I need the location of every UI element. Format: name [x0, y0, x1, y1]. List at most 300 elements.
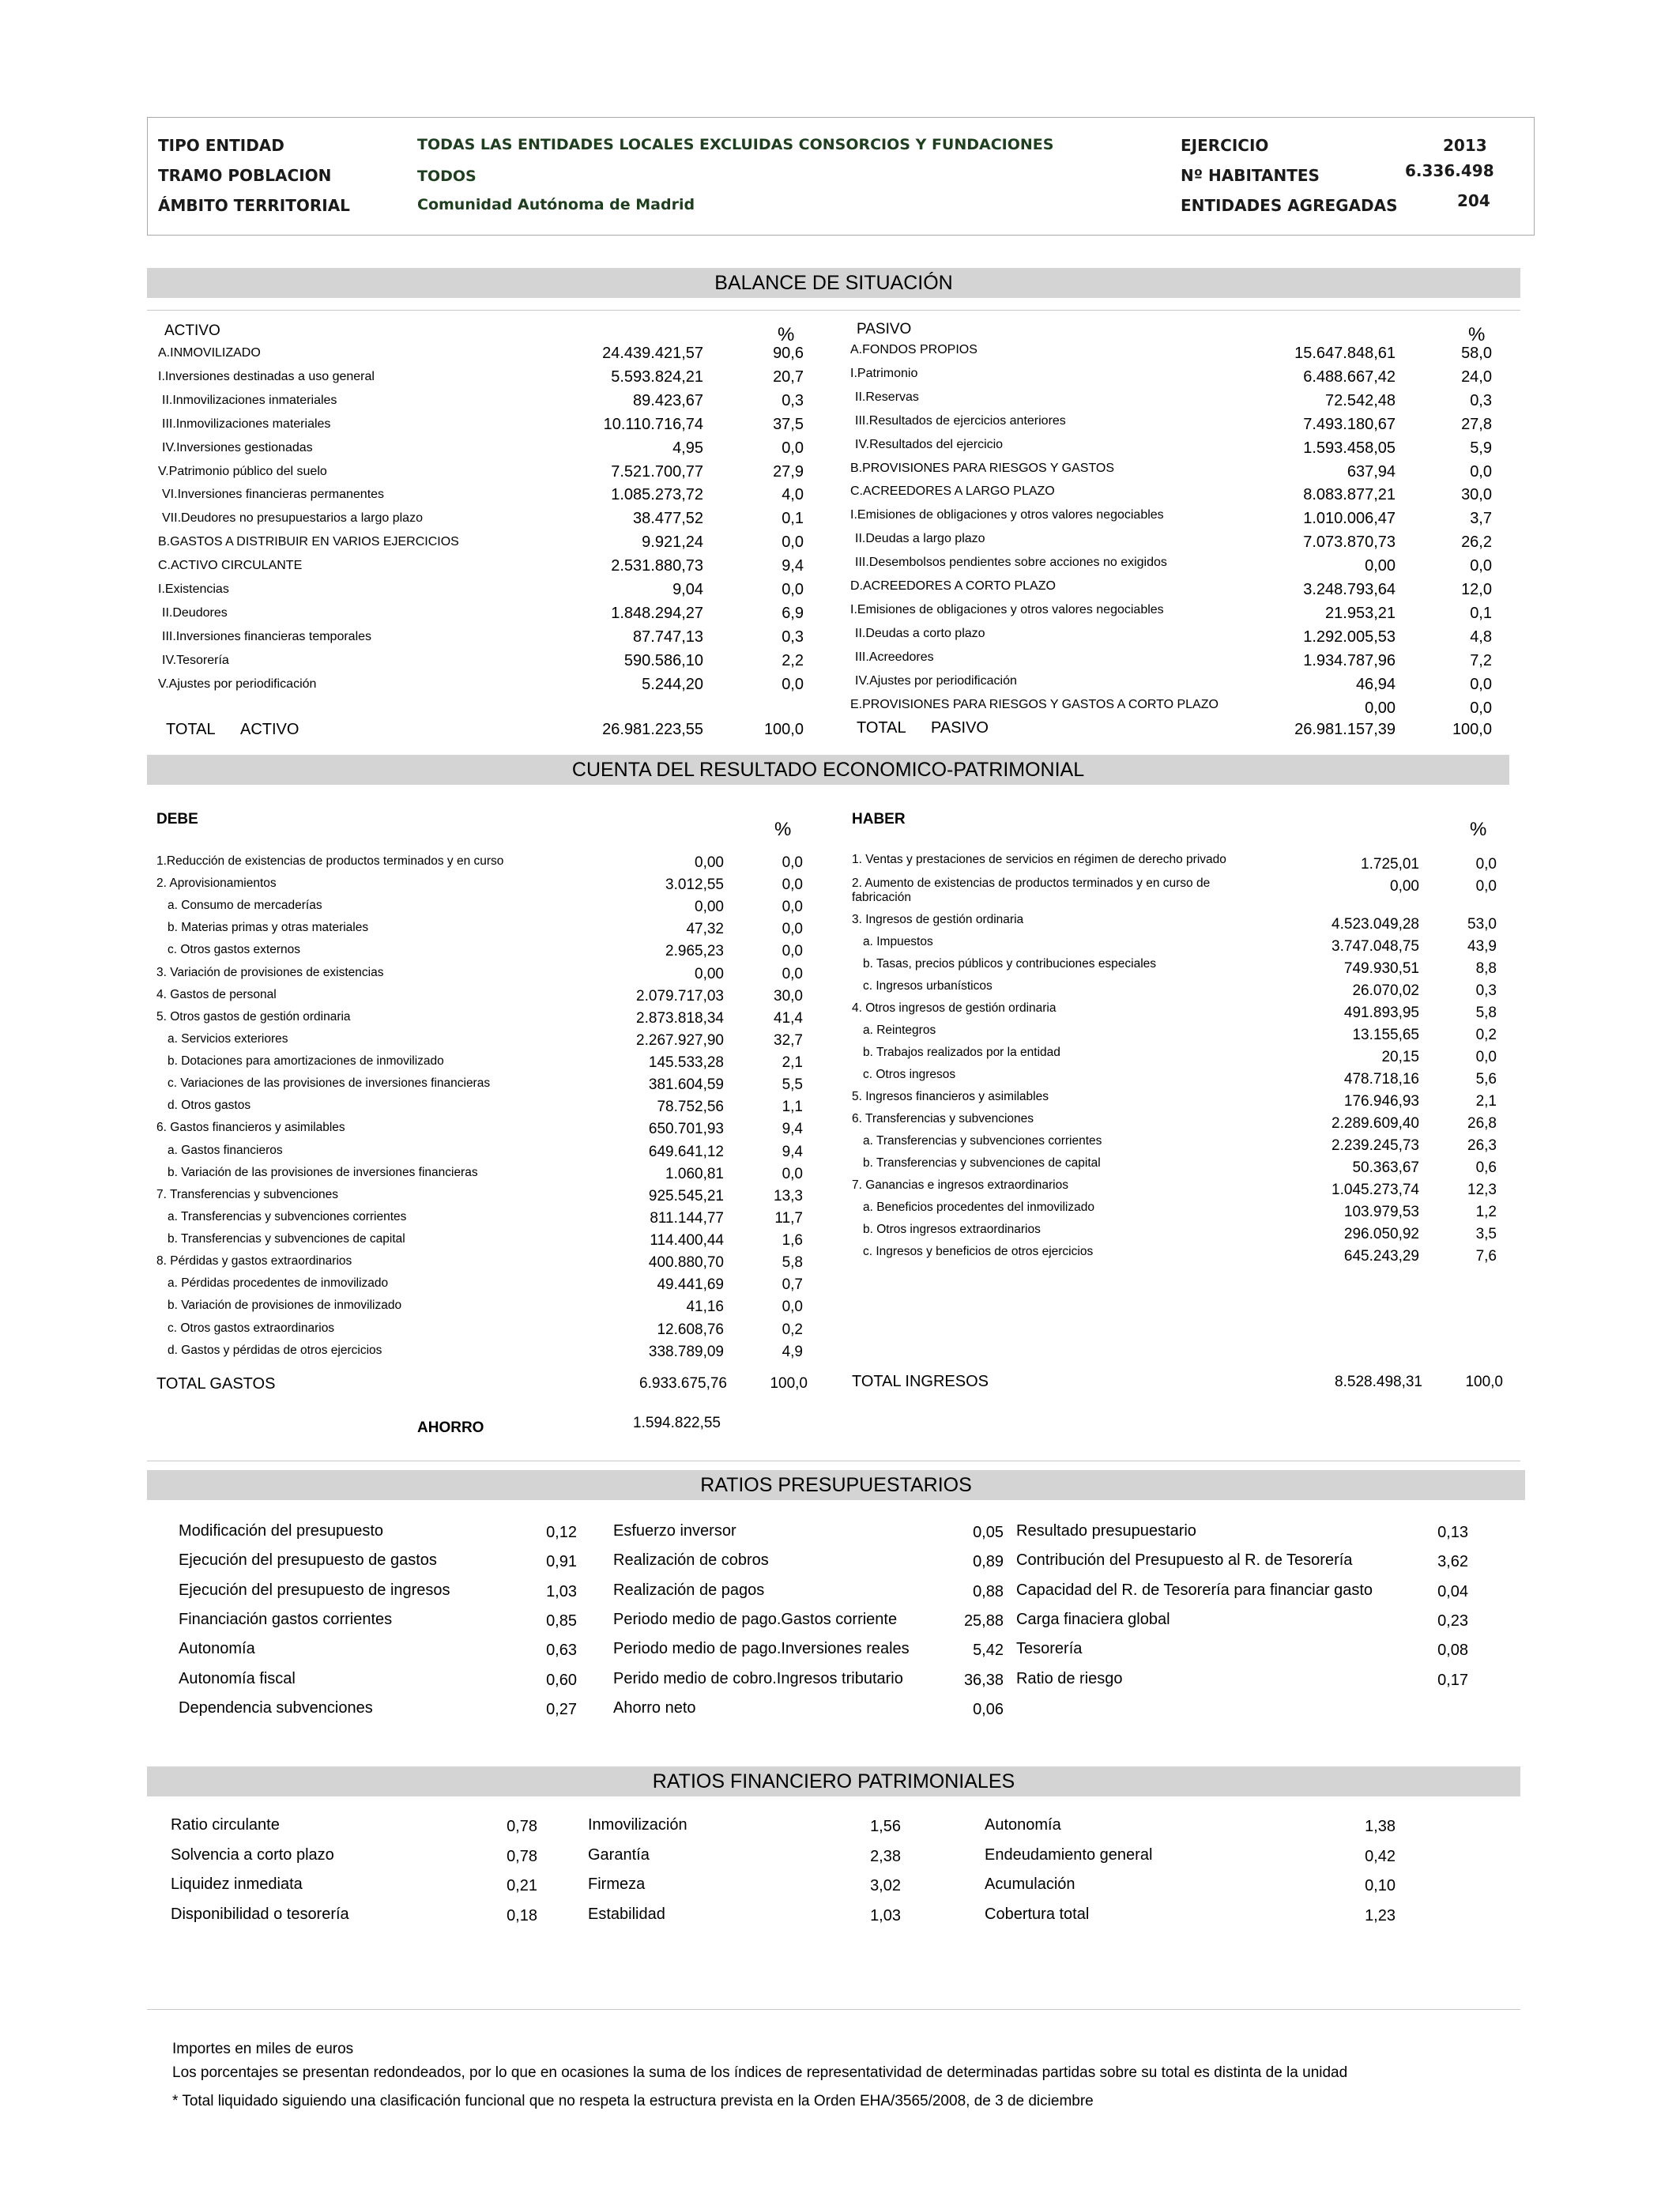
activo-row-pct: 0,3 — [782, 628, 804, 646]
pasivo-row-pct: 0,0 — [1470, 699, 1492, 717]
activo-row-label: A.INMOVILIZADO — [158, 346, 261, 360]
activo-row-label: III.Inversiones financieras temporales — [162, 629, 372, 643]
debe-row-label: 4. Gastos de personal — [156, 987, 277, 1001]
total-pasivo-value: 26.981.157,39 — [1294, 721, 1396, 738]
pasivo-row-value: 1.010.006,47 — [1303, 510, 1396, 528]
tramo-poblacion-label: TRAMO POBLACION — [158, 166, 332, 185]
debe-row-value: 2.079.717,03 — [636, 987, 724, 1005]
pasivo-row-pct: 0,0 — [1470, 557, 1492, 575]
ratio-financiero-value: 0,18 — [507, 1906, 537, 1924]
haber-row-value: 20,15 — [1381, 1049, 1419, 1065]
pasivo-row-label: II.Deudas a largo plazo — [855, 532, 985, 546]
ratio-presupuestario-value: 0,91 — [546, 1553, 577, 1571]
pasivo-row-label: I.Patrimonio — [850, 366, 918, 380]
debe-row-value: 925.545,21 — [648, 1187, 724, 1204]
debe-row-value: 49.441,69 — [657, 1276, 724, 1294]
debe-row-value: 2.965,23 — [665, 943, 724, 960]
pasivo-row-pct: 0,0 — [1470, 462, 1492, 481]
pasivo-row-label: D.ACREEDORES A CORTO PLAZO — [850, 579, 1056, 593]
haber-row-label: a. Beneficios procedentes del inmovilizado — [863, 1201, 1094, 1214]
ambito-territorial-label: ÁMBITO TERRITORIAL — [158, 196, 350, 215]
haber-row-label: 4. Otros ingresos de gestión ordinaria — [852, 1001, 1057, 1015]
ratio-financiero-value: 0,78 — [507, 1847, 537, 1865]
ratio-presupuestario-label: Periodo medio de pago.Gastos corriente — [613, 1610, 898, 1628]
ratio-financiero-label: Endeudamiento general — [985, 1845, 1153, 1864]
haber-row-pct: 53,0 — [1467, 916, 1497, 933]
debe-row-pct: 41,4 — [774, 1009, 803, 1027]
entidades-agregadas-label: ENTIDADES AGREGADAS — [1181, 196, 1398, 215]
debe-row-label: 6. Gastos financieros y asimilables — [156, 1121, 345, 1135]
activo-row-pct: 0,0 — [782, 533, 804, 552]
debe-row-value: 650.701,93 — [648, 1121, 724, 1138]
activo-row-pct: 27,9 — [773, 462, 804, 481]
haber-row-value: 2.289.609,40 — [1332, 1115, 1419, 1132]
balance-rule — [147, 310, 1520, 311]
activo-row-value: 2.531.880,73 — [611, 557, 703, 575]
debe-row-value: 47,32 — [686, 921, 724, 938]
total-activo-value: 26.981.223,55 — [602, 721, 703, 738]
haber-row-pct: 0,0 — [1475, 856, 1497, 873]
debe-row-label: 2. Aprovisionamientos — [156, 876, 277, 891]
debe-row-value: 381.604,59 — [648, 1076, 724, 1094]
debe-row-label: b. Variación de provisiones de inmovilizado — [168, 1299, 402, 1313]
ratio-presupuestario-label: Realización de cobros — [613, 1551, 769, 1570]
haber-row-label: b. Tasas, precios públicos y contribuciones especiales — [863, 957, 1157, 971]
activo-row-pct: 0,0 — [782, 439, 804, 457]
ratio-presupuestario-value: 1,03 — [546, 1582, 577, 1600]
haber-row-label: 3. Ingresos de gestión ordinaria — [852, 913, 1024, 926]
debe-row-value: 2.267.927,90 — [636, 1031, 724, 1049]
haber-row-pct: 0,0 — [1475, 878, 1497, 895]
footer-rule — [147, 2009, 1520, 2010]
ratio-presupuestario-label: Resultado presupuestario — [1016, 1522, 1196, 1540]
debe-row-value: 3.012,55 — [665, 876, 724, 894]
haber-row-pct: 0,6 — [1475, 1159, 1497, 1176]
haber-row-pct: 26,3 — [1467, 1137, 1497, 1154]
total-gastos-pct: 100,0 — [770, 1375, 808, 1392]
debe-row-label: 3. Variación de provisiones de existencias — [156, 965, 384, 979]
pasivo-row-pct: 26,2 — [1461, 533, 1492, 552]
ratio-presupuestario-value: 3,62 — [1437, 1553, 1468, 1571]
ejercicio-value: 2013 — [1443, 136, 1487, 155]
debe-row-label: 5. Otros gastos de gestión ordinaria — [156, 1009, 351, 1023]
habitantes-value: 6.336.498 — [1405, 161, 1494, 180]
debe-row-label: 1.Reducción de existencias de productos terminados y en curso — [156, 854, 504, 868]
total-gastos-label: TOTAL GASTOS — [156, 1375, 276, 1393]
haber-row-pct: 7,6 — [1475, 1248, 1497, 1265]
debe-row-label: c. Otros gastos extraordinarios — [168, 1321, 335, 1335]
haber-row-label: c. Otros ingresos — [863, 1068, 956, 1081]
ratio-financiero-label: Cobertura total — [985, 1905, 1090, 1923]
ratio-presupuestario-value: 0,13 — [1437, 1524, 1468, 1541]
pasivo-row-value: 7.493.180,67 — [1303, 415, 1396, 433]
habitantes-label: Nº HABITANTES — [1181, 166, 1320, 185]
ratio-financiero-label: Solvencia a corto plazo — [171, 1845, 334, 1864]
activo-row-pct: 90,6 — [773, 345, 804, 362]
haber-row-label: 7. Ganancias e ingresos extraordinarios — [852, 1178, 1068, 1192]
ratio-financiero-label: Firmeza — [588, 1875, 646, 1893]
debe-row-label: b. Materias primas y otras materiales — [168, 921, 369, 935]
debe-row-value: 0,00 — [695, 899, 724, 916]
activo-row-value: 1.085.273,72 — [611, 486, 703, 504]
ratio-presupuestario-value: 0,06 — [973, 1700, 1004, 1718]
haber-row-label-cont: fabricación — [852, 891, 911, 904]
tipo-entidad-label: TIPO ENTIDAD — [158, 136, 284, 155]
pasivo-row-pct: 0,3 — [1470, 391, 1492, 409]
ratio-financiero-label: Estabilidad — [588, 1905, 665, 1923]
pasivo-row-pct: 3,7 — [1470, 510, 1492, 528]
pasivo-row-value: 15.647.848,61 — [1294, 345, 1396, 362]
debe-row-pct: 9,4 — [782, 1143, 803, 1160]
ratio-presupuestario-value: 0,89 — [973, 1553, 1004, 1571]
activo-row-label: IV.Tesorería — [162, 653, 229, 667]
pasivo-row-pct: 5,9 — [1470, 439, 1492, 457]
pasivo-pct-head: % — [1468, 324, 1486, 345]
ratios-financieros-title: RATIOS FINANCIERO PATRIMONIALES — [147, 1766, 1520, 1796]
haber-row-value: 645.243,29 — [1343, 1248, 1419, 1265]
haber-row-pct: 43,9 — [1467, 938, 1497, 955]
ratio-presupuestario-value: 0,04 — [1437, 1582, 1468, 1600]
activo-row-pct: 37,5 — [773, 415, 804, 433]
haber-row-label: 6. Transferencias y subvenciones — [852, 1112, 1034, 1125]
ratio-financiero-label: Ratio circulante — [171, 1816, 280, 1834]
haber-row-pct: 5,6 — [1475, 1071, 1497, 1088]
cuenta-title: CUENTA DEL RESULTADO ECONOMICO-PATRIMONIAL — [147, 755, 1509, 785]
debe-row-pct: 2,1 — [782, 1054, 803, 1072]
ratio-financiero-label: Inmovilización — [588, 1816, 687, 1834]
haber-row-pct: 12,3 — [1467, 1182, 1497, 1198]
ratio-presupuestario-label: Autonomía — [179, 1640, 255, 1658]
debe-row-value: 338.789,09 — [648, 1343, 724, 1360]
debe-row-pct: 0,0 — [782, 854, 803, 871]
debe-pct-head: % — [774, 819, 792, 840]
pasivo-row-pct: 0,1 — [1470, 604, 1492, 622]
haber-row-pct: 3,5 — [1475, 1226, 1497, 1242]
haber-row-label: a. Impuestos — [863, 935, 933, 948]
ratio-financiero-value: 1,23 — [1365, 1906, 1396, 1924]
activo-row-value: 10.110.716,74 — [603, 415, 703, 433]
debe-row-pct: 1,6 — [782, 1232, 803, 1250]
header-box — [147, 117, 1535, 236]
ratio-presupuestario-label: Financiación gastos corrientes — [179, 1610, 393, 1628]
ratio-presupuestario-label: Carga finaciera global — [1016, 1610, 1170, 1628]
pasivo-row-value: 8.083.877,21 — [1303, 486, 1396, 504]
debe-row-pct: 11,7 — [774, 1209, 803, 1227]
ratios-presupuestarios-title: RATIOS PRESUPUESTARIOS — [147, 1470, 1525, 1500]
total-pasivo-label: TOTAL — [857, 719, 906, 737]
debe-row-pct: 5,5 — [782, 1076, 803, 1094]
ratio-presupuestario-label: Realización de pagos — [613, 1581, 765, 1599]
ratio-presupuestario-label: Perido medio de cobro.Ingresos tributario — [613, 1669, 903, 1687]
activo-row-label: B.GASTOS A DISTRIBUIR EN VARIOS EJERCICIOS — [158, 535, 459, 549]
pasivo-row-label: II.Reservas — [855, 390, 919, 404]
activo-head: ACTIVO — [164, 322, 220, 339]
pasivo-row-label: A.FONDOS PROPIOS — [850, 343, 977, 356]
haber-row-value: 1.045.273,74 — [1332, 1182, 1419, 1198]
haber-row-value: 749.930,51 — [1343, 960, 1419, 977]
pasivo-row-label: IV.Ajustes por periodificación — [855, 673, 1017, 688]
pasivo-row-value: 637,94 — [1347, 462, 1396, 481]
pasivo-row-label: I.Emisiones de obligaciones y otros valores negociables — [850, 602, 1164, 616]
pasivo-row-label: III.Desembolsos pendientes sobre acciones no exigidos — [855, 556, 1167, 570]
total-gastos-value: 6.933.675,76 — [639, 1375, 727, 1392]
activo-row-pct: 20,7 — [773, 368, 804, 386]
total-ingresos-pct: 100,0 — [1465, 1374, 1503, 1390]
debe-row-value: 1.060,81 — [665, 1165, 724, 1182]
tipo-entidad-value: TODAS LAS ENTIDADES LOCALES EXCLUIDAS CONSORCIOS Y FUNDACIONES — [417, 136, 1054, 153]
pasivo-row-pct: 0,0 — [1470, 675, 1492, 693]
activo-row-pct: 0,1 — [782, 510, 804, 528]
pasivo-row-pct: 12,0 — [1461, 581, 1492, 598]
pasivo-row-pct: 24,0 — [1461, 368, 1492, 386]
pasivo-head: PASIVO — [857, 321, 912, 337]
activo-row-label: II.Inmovilizaciones inmateriales — [162, 393, 337, 407]
debe-row-pct: 30,0 — [774, 987, 803, 1005]
activo-row-value: 89.423,67 — [633, 391, 703, 409]
pasivo-row-pct: 30,0 — [1461, 486, 1492, 504]
haber-row-label: c. Ingresos y beneficios de otros ejercicios — [863, 1245, 1094, 1258]
debe-row-label: a. Pérdidas procedentes de inmovilizado — [168, 1276, 389, 1291]
activo-row-value: 9.921,24 — [642, 533, 703, 552]
ratio-presupuestario-label: Ejecución del presupuesto de ingresos — [179, 1581, 450, 1599]
haber-row-label: b. Trabajos realizados por la entidad — [863, 1046, 1060, 1059]
pasivo-row-label: II.Deudas a corto plazo — [855, 626, 985, 640]
pasivo-row-pct: 27,8 — [1461, 415, 1492, 433]
debe-row-label: a. Consumo de mercaderías — [168, 899, 322, 913]
ratio-financiero-label: Disponibilidad o tesorería — [171, 1905, 349, 1923]
pasivo-row-pct: 4,8 — [1470, 628, 1492, 646]
haber-row-value: 296.050,92 — [1343, 1226, 1419, 1242]
haber-row-value: 2.239.245,73 — [1332, 1137, 1419, 1154]
ratio-presupuestario-value: 0,08 — [1437, 1642, 1468, 1660]
ratio-presupuestario-label: Capacidad del R. de Tesorería para financiar gasto — [1016, 1581, 1373, 1599]
debe-row-label: d. Gastos y pérdidas de otros ejercicios — [168, 1343, 382, 1357]
debe-row-label: a. Transferencias y subvenciones corrientes — [168, 1209, 407, 1223]
activo-row-label: VII.Deudores no presupuestarios a largo plazo — [162, 511, 423, 526]
ratio-financiero-value: 3,02 — [870, 1877, 901, 1894]
activo-row-label: IV.Inversiones gestionadas — [162, 440, 313, 454]
ratio-presupuestario-label: Dependencia subvenciones — [179, 1698, 373, 1717]
ratio-financiero-value: 0,10 — [1365, 1877, 1396, 1894]
activo-row-pct: 0,3 — [782, 391, 804, 409]
activo-row-label: V.Ajustes por periodificación — [158, 677, 317, 691]
haber-head: HABER — [852, 811, 906, 827]
ratio-presupuestario-label: Contribución del Presupuesto al R. de Tesorería — [1016, 1551, 1353, 1570]
debe-row-pct: 0,0 — [782, 876, 803, 894]
activo-row-pct: 0,0 — [782, 675, 804, 693]
ratio-financiero-label: Acumulación — [985, 1875, 1075, 1893]
haber-row-pct: 8,8 — [1475, 960, 1497, 977]
ratio-financiero-value: 0,78 — [507, 1818, 537, 1835]
pasivo-row-value: 1.292.005,53 — [1303, 628, 1396, 646]
total-ingresos-value: 8.528.498,31 — [1335, 1374, 1422, 1390]
total-activo-label: TOTAL — [166, 721, 216, 738]
debe-row-pct: 0,0 — [782, 921, 803, 938]
pasivo-row-value: 21.953,21 — [1325, 604, 1396, 622]
ratio-presupuestario-value: 5,42 — [973, 1642, 1004, 1660]
ratio-presupuestario-label: Ahorro neto — [613, 1698, 696, 1717]
pasivo-row-value: 3.248.793,64 — [1303, 581, 1396, 598]
pasivo-row-value: 0,00 — [1365, 699, 1396, 717]
ratio-financiero-value: 1,03 — [870, 1906, 901, 1924]
haber-row-label: 1. Ventas y prestaciones de servicios en régimen de derecho privado — [852, 853, 1226, 866]
haber-row-value: 103.979,53 — [1343, 1204, 1419, 1220]
ratio-financiero-value: 0,21 — [507, 1877, 537, 1894]
ratio-presupuestario-value: 0,05 — [973, 1524, 1004, 1541]
total-pasivo-pct: 100,0 — [1452, 721, 1492, 738]
debe-row-label: 8. Pérdidas y gastos extraordinarios — [156, 1254, 352, 1269]
debe-row-pct: 5,8 — [782, 1254, 803, 1272]
activo-row-value: 7.521.700,77 — [611, 462, 703, 481]
debe-row-pct: 1,1 — [782, 1099, 803, 1116]
haber-row-value: 13.155,65 — [1352, 1027, 1419, 1043]
ratio-financiero-value: 1,56 — [870, 1818, 901, 1835]
debe-row-pct: 4,9 — [782, 1343, 803, 1360]
debe-row-value: 78.752,56 — [657, 1099, 724, 1116]
debe-row-label: b. Dotaciones para amortizaciones de inmovilizado — [168, 1054, 444, 1069]
pasivo-row-value: 1.934.787,96 — [1303, 651, 1396, 669]
haber-row-pct: 26,8 — [1467, 1115, 1497, 1132]
haber-row-pct: 5,8 — [1475, 1005, 1497, 1021]
ratio-presupuestario-value: 25,88 — [963, 1612, 1004, 1630]
ratio-presupuestario-value: 0,12 — [546, 1524, 577, 1541]
activo-row-label: V.Patrimonio público del suelo — [158, 464, 327, 478]
pasivo-row-label: C.ACREEDORES A LARGO PLAZO — [850, 484, 1055, 499]
activo-row-value: 5.244,20 — [642, 675, 703, 693]
footer-note-units: Importes en miles de euros — [172, 2041, 354, 2057]
haber-row-label: 5. Ingresos financieros y asimilables — [852, 1090, 1049, 1103]
activo-row-value: 9,04 — [672, 581, 703, 598]
activo-row-pct: 2,2 — [782, 651, 804, 669]
ejercicio-label: EJERCICIO — [1181, 136, 1269, 155]
activo-row-label: C.ACTIVO CIRCULANTE — [158, 559, 303, 573]
debe-row-label: b. Variación de las provisiones de inversiones financieras — [168, 1165, 478, 1179]
ratio-presupuestario-label: Ejecución del presupuesto de gastos — [179, 1551, 437, 1570]
haber-row-value: 50.363,67 — [1352, 1159, 1419, 1176]
activo-row-value: 5.593.824,21 — [611, 368, 703, 386]
ratio-presupuestario-value: 0,27 — [546, 1700, 577, 1718]
haber-row-pct: 0,3 — [1475, 982, 1497, 999]
haber-row-label: a. Transferencias y subvenciones corrientes — [863, 1134, 1102, 1148]
activo-row-value: 24.439.421,57 — [602, 345, 703, 362]
ratio-presupuestario-value: 0,60 — [546, 1671, 577, 1689]
ratio-presupuestario-label: Tesorería — [1016, 1640, 1083, 1658]
activo-row-value: 4,95 — [672, 439, 703, 457]
ratio-presupuestario-value: 36,38 — [963, 1671, 1004, 1689]
ratio-presupuestario-label: Modificación del presupuesto — [179, 1522, 384, 1540]
pasivo-row-label: I.Emisiones de obligaciones y otros valores negociables — [850, 508, 1164, 522]
debe-row-label: c. Variaciones de las provisiones de inversiones financieras — [168, 1076, 491, 1091]
haber-row-value: 491.893,95 — [1343, 1005, 1419, 1021]
ratio-presupuestario-label: Autonomía fiscal — [179, 1669, 296, 1687]
debe-row-pct: 0,0 — [782, 943, 803, 960]
haber-row-value: 1.725,01 — [1361, 856, 1419, 873]
debe-row-value: 114.400,44 — [650, 1232, 724, 1250]
debe-row-value: 145.533,28 — [648, 1054, 724, 1072]
activo-row-pct: 6,9 — [782, 604, 804, 622]
ambito-territorial-value: Comunidad Autónoma de Madrid — [417, 196, 695, 213]
debe-row-value: 41,16 — [686, 1299, 724, 1316]
haber-row-label: a. Reintegros — [863, 1023, 936, 1037]
debe-row-value: 2.873.818,34 — [636, 1009, 724, 1027]
ratio-presupuestario-value: 0,17 — [1437, 1671, 1468, 1689]
haber-pct-head: % — [1470, 819, 1487, 840]
ratio-presupuestario-value: 0,23 — [1437, 1612, 1468, 1630]
debe-row-value: 400.880,70 — [648, 1254, 724, 1272]
debe-row-label: 7. Transferencias y subvenciones — [156, 1187, 339, 1201]
pasivo-row-label: III.Acreedores — [855, 650, 934, 664]
debe-row-pct: 13,3 — [774, 1187, 803, 1204]
debe-row-pct: 0,7 — [782, 1276, 803, 1294]
debe-row-pct: 9,4 — [782, 1121, 803, 1138]
ahorro-value: 1.594.822,55 — [633, 1415, 721, 1431]
activo-row-value: 87.747,13 — [633, 628, 703, 646]
debe-row-value: 811.144,77 — [650, 1209, 724, 1227]
haber-row-value: 176.946,93 — [1343, 1093, 1419, 1110]
debe-row-label: d. Otros gastos — [168, 1099, 251, 1113]
activo-row-label: I.Inversiones destinadas a uso general — [158, 369, 375, 383]
haber-row-label: b. Otros ingresos extraordinarios — [863, 1223, 1041, 1236]
haber-row-value: 4.523.049,28 — [1332, 916, 1419, 933]
activo-row-value: 1.848.294,27 — [611, 604, 703, 622]
debe-row-pct: 0,0 — [782, 899, 803, 916]
ratio-presupuestario-value: 0,88 — [973, 1582, 1004, 1600]
ratio-presupuestario-value: 0,63 — [546, 1642, 577, 1660]
ratio-financiero-label: Liquidez inmediata — [171, 1875, 303, 1893]
pasivo-row-label: B.PROVISIONES PARA RIESGOS Y GASTOS — [850, 461, 1115, 475]
debe-row-pct: 0,0 — [782, 1299, 803, 1316]
debe-row-value: 12.608,76 — [657, 1321, 724, 1338]
ahorro-label: AHORRO — [417, 1419, 484, 1436]
activo-pct-head: % — [778, 324, 795, 345]
debe-row-label: a. Gastos financieros — [168, 1143, 283, 1157]
balance-title: BALANCE DE SITUACIÓN — [147, 268, 1520, 298]
ratio-financiero-value: 0,42 — [1365, 1847, 1396, 1865]
pasivo-row-value: 0,00 — [1365, 557, 1396, 575]
pasivo-row-value: 6.488.667,42 — [1303, 368, 1396, 386]
haber-row-value: 26.070,02 — [1352, 982, 1419, 999]
debe-row-pct: 0,2 — [782, 1321, 803, 1338]
activo-row-label: III.Inmovilizaciones materiales — [162, 417, 331, 431]
activo-row-label: I.Existencias — [158, 582, 229, 596]
haber-row-pct: 2,1 — [1475, 1093, 1497, 1110]
activo-row-pct: 4,0 — [782, 486, 804, 504]
debe-row-label: a. Servicios exteriores — [168, 1031, 288, 1046]
activo-row-pct: 9,4 — [782, 557, 804, 575]
haber-row-value: 478.718,16 — [1343, 1071, 1419, 1088]
footer-note-rounding: Los porcentajes se presentan redondeados, por lo que en ocasiones la suma de los índices de representatividad de determinadas partidas sobre su total es distinta de la unidad — [172, 2064, 1348, 2081]
ratio-presupuestario-label: Ratio de riesgo — [1016, 1669, 1123, 1687]
ratio-presupuestario-label: Periodo medio de pago.Inversiones reales — [613, 1640, 910, 1658]
entidades-agregadas-value: 204 — [1457, 191, 1490, 210]
debe-row-label: c. Otros gastos externos — [168, 943, 300, 957]
total-ingresos-label: TOTAL INGRESOS — [852, 1373, 989, 1390]
tramo-poblacion-value: TODOS — [417, 168, 477, 185]
pasivo-row-value: 46,94 — [1355, 675, 1396, 693]
ratio-financiero-value: 1,38 — [1365, 1818, 1396, 1835]
pasivo-row-pct: 7,2 — [1470, 651, 1492, 669]
pasivo-row-label: E.PROVISIONES PARA RIESGOS Y GASTOS A CORTO PLAZO — [850, 697, 1219, 711]
ratio-financiero-value: 2,38 — [870, 1847, 901, 1865]
activo-row-pct: 0,0 — [782, 581, 804, 598]
activo-row-value: 38.477,52 — [633, 510, 703, 528]
haber-row-label: 2. Aumento de existencias de productos terminados y en curso de — [852, 876, 1211, 890]
ratio-financiero-label: Garantía — [588, 1845, 650, 1864]
haber-row-label: c. Ingresos urbanísticos — [863, 979, 993, 993]
activo-row-value: 590.586,10 — [623, 651, 703, 669]
ratio-financiero-label: Autonomía — [985, 1816, 1061, 1834]
pasivo-row-label: III.Resultados de ejercicios anteriores — [855, 413, 1066, 428]
